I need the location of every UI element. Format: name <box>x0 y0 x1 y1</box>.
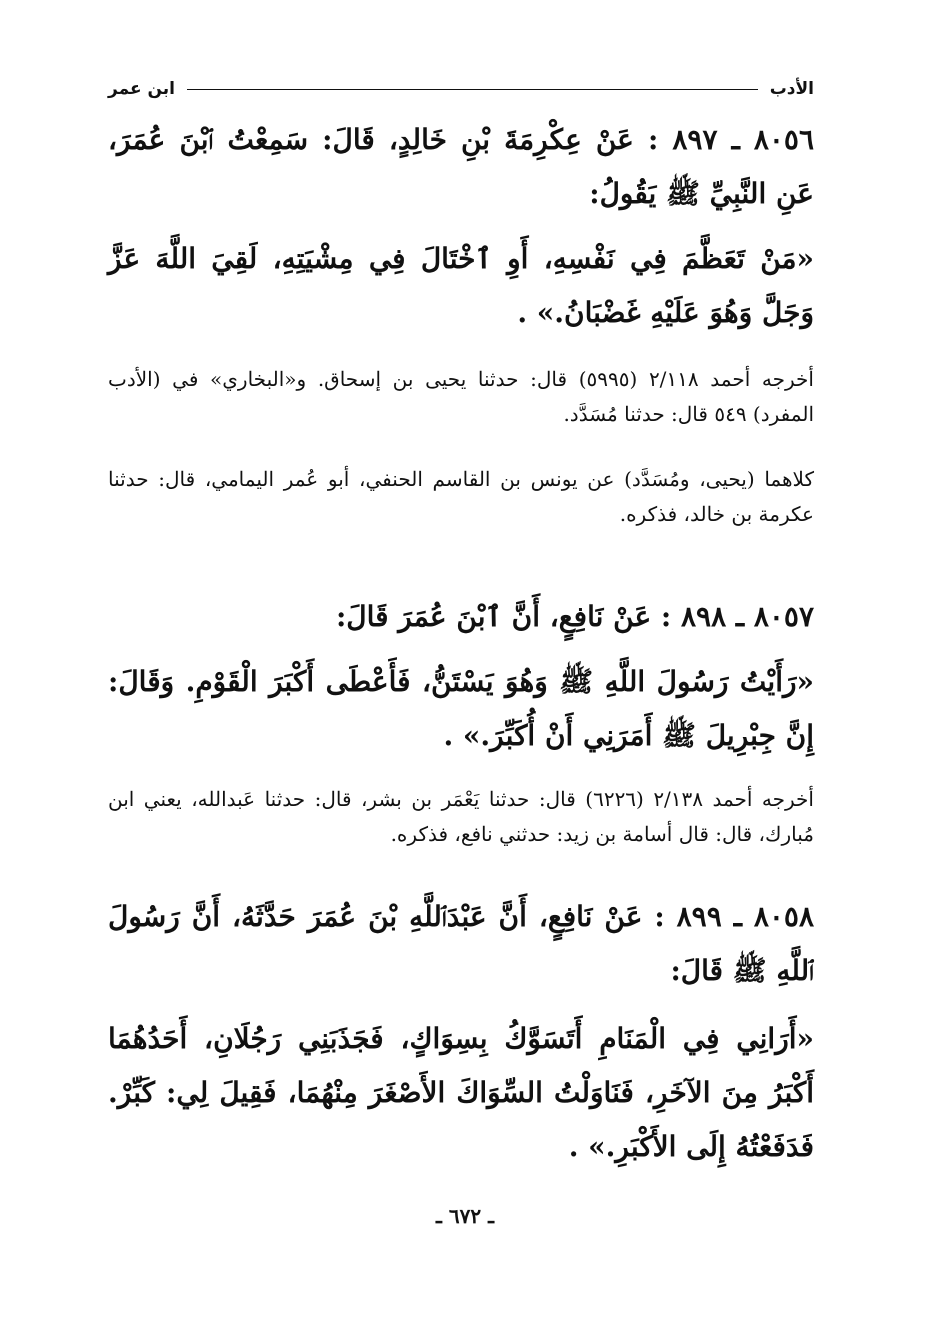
hadith-number: ٨٠٥٨ ـ ٨٩٩ : <box>654 900 814 933</box>
hadith-8056-matn: «مَنْ تَعَظَّمَ فِي نَفْسِهِ، أَوِ ٱخْتَالَ فِي مِشْيَتِهِ، لَقِيَ اللَّهَ عَزَّ وَجَلَّ وَهُوَ عَلَيْهِ غَضْبَانُ.» . <box>108 242 814 329</box>
narrator-title: ابن عمر <box>108 79 176 99</box>
hadith-isnad: عَنْ عِكْرِمَةَ بْنِ خَالِدٍ، قَالَ: سَمِعْتُ ٱبْنَ عُمَرَ، عَنِ النَّبِيِّ ﷺ يَقُولُ: <box>108 123 814 210</box>
page-number: ـ ٦٧٢ ـ <box>436 1204 494 1228</box>
hadith-8057-matn: «رَأَيْتُ رَسُولَ اللَّهِ ﷺ وَهُوَ يَسْتَنُّ، فَأَعْطَى أَكْبَرَ الْقَوْمِ. وَقَالَ: إِنَّ جِبْرِيلَ ﷺ أَمَرَنِي أَنْ أُكَبِّرَ.» . <box>108 665 814 752</box>
hadith-8056-isnad <box>108 113 814 221</box>
hadith-8056-takhrij-1: أخرجه أحمد ٢/١١٨ (٥٩٩٥) قال: حدثنا يحيى بن إسحاق. و«البخاري» في (الأدب المفرد) ٥٤٩ قال: حدثنا مُسَدَّد. <box>108 367 814 426</box>
hadith-isnad: عَنْ نَافِعٍ، أَنَّ عَبْدَٱللَّهِ بْنَ عُمَرَ حَدَّثَهُ، أَنَّ رَسُولَ ٱللَّهِ ﷺ قَالَ: <box>108 900 814 987</box>
hadith-isnad: عَنْ نَافِعٍ، أَنَّ ٱبْنَ عُمَرَ قَالَ: <box>335 600 652 633</box>
hadith-8056-takhrij-2: كلاهما (يحيى، ومُسَدَّد) عن يونس بن القاسم الحنفي، أبو عُمر اليمامي، قال: حدثنا عكرمة بن خالد، فذكره. <box>108 467 814 526</box>
header-rule <box>187 89 758 90</box>
hadith-number: ٨٠٥٦ ـ ٨٩٧ : <box>647 123 814 156</box>
hadith-8058-matn: «أَرَانِي فِي الْمَنَامِ أَتَسَوَّكُ بِسِوَاكٍ، فَجَذَبَنِي رَجُلَانِ، أَحَدُهُمَا أَكْبَرُ مِنَ الآخَرِ، فَنَاوَلْتُ السِّوَاكَ الأَصْغَرَ مِنْهُمَا، فَقِيلَ لِي: كَبِّرْ. فَدَفَعْتُهُ إِلَى الأَكْبَرِ.» . <box>108 1022 814 1163</box>
hadith-8057-takhrij: أخرجه أحمد ٢/١٣٨ (٦٢٢٦) قال: حدثنا يَعْمَر بن بشر، قال: حدثنا عَبدالله، يعني ابن مُبارك، قال: قال أسامة بن زيد: حدثني نافع، فذكره. <box>108 787 814 846</box>
hadith-number: ٨٠٥٧ ـ ٨٩٨ : <box>660 600 814 633</box>
running-header <box>108 74 814 104</box>
hadith-8057-isnad <box>108 590 814 644</box>
chapter-title: الأدب <box>769 79 814 99</box>
hadith-8058-isnad <box>108 890 814 998</box>
